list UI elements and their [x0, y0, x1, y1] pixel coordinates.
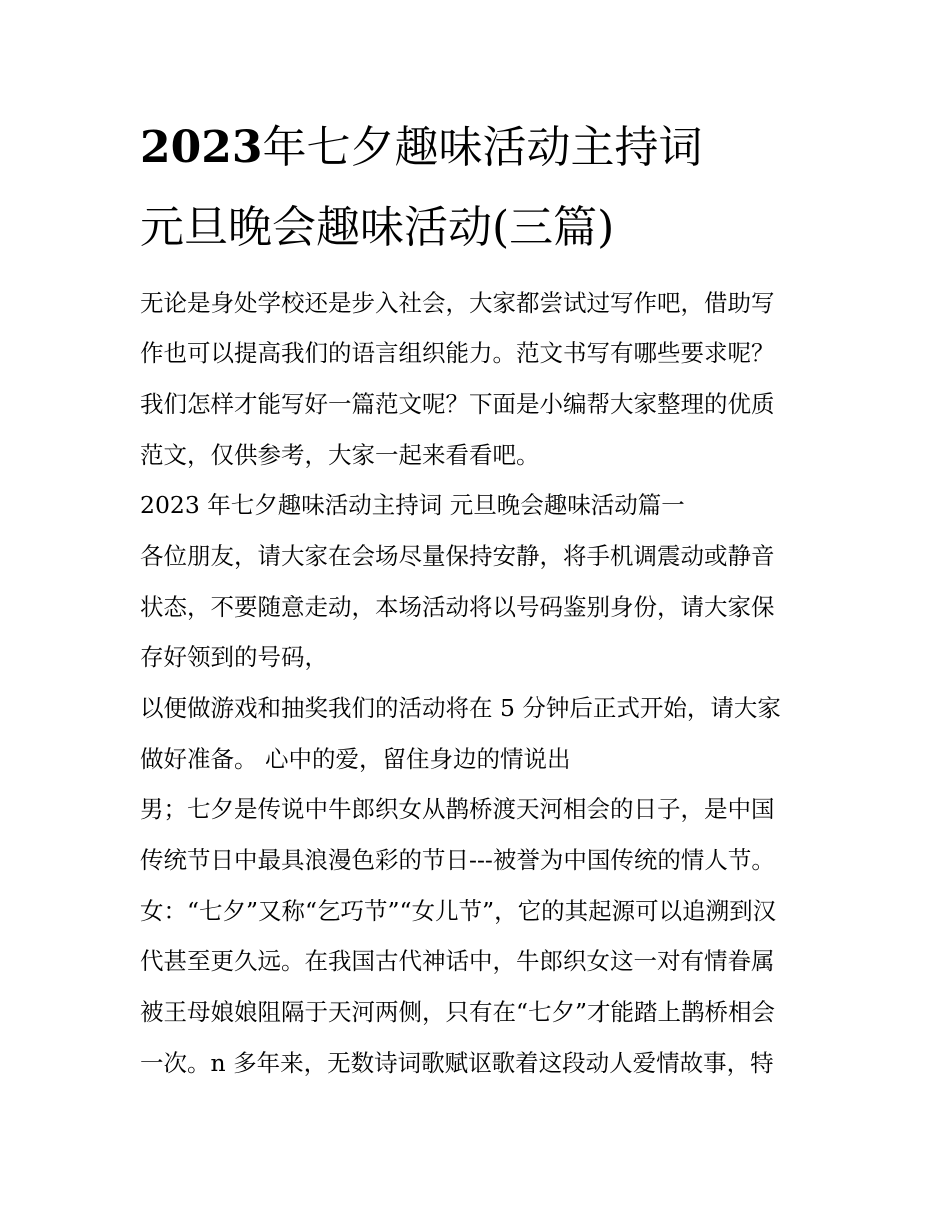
intro-line-2: 作也可以提高我们的语言组织能力。范文书写有哪些要求呢？ [140, 339, 775, 367]
section-heading: 2023 年七夕趣味活动主持词 元旦晚会趣味活动篇一 [140, 491, 685, 519]
body-line-6: 男；七夕是传说中牛郎织女从鹊桥渡天河相会的日子，是中国 [140, 795, 775, 823]
intro-line-3: 我们怎样才能写好一篇范文呢？下面是小编帮大家整理的优质 [140, 390, 775, 418]
title-line-2: 元旦晚会趣味活动(三篇) [140, 202, 615, 253]
body-line-1: 各位朋友，请大家在会场尽量保持安静，将手机调震动或静音 [140, 542, 775, 570]
body-line-3: 存好领到的号码， [140, 643, 328, 671]
title-year: 2023 [140, 122, 263, 173]
body-line-9: 代甚至更久远。在我国古代神话中，牛郎织女这一对有情眷属 [140, 947, 775, 975]
body-line-2: 状态，不要随意走动，本场活动将以号码鉴别身份，请大家保 [140, 593, 775, 621]
title-line-1-text: 年七夕趣味活动主持词 [262, 122, 703, 173]
body-line-5: 做好准备。 心中的爱，留住身边的情说出 [140, 745, 571, 773]
body-line-4: 以便做游戏和抽奖我们的活动将在 5 分钟后正式开始，请大家 [140, 694, 781, 722]
body-line-8: 女：“七夕”又称“乞巧节”“女儿节”，它的其起源可以追溯到汉 [140, 897, 777, 925]
intro-line-1: 无论是身处学校还是步入社会，大家都尝试过写作吧，借助写 [140, 289, 775, 317]
intro-line-4: 范文，仅供参考，大家一起来看看吧。 [140, 441, 540, 469]
title-line-1 [140, 118, 840, 178]
body-line-7: 传统节日中最具浪漫色彩的节日---被誉为中国传统的情人节。 [140, 846, 775, 874]
body-line-11: 一次。n 多年来，无数诗词歌赋讴歌着这段动人爱情故事，特 [140, 1049, 774, 1077]
body-line-10: 被王母娘娘阻隔于天河两侧，只有在“七夕”才能踏上鹊桥相会 [140, 998, 776, 1026]
